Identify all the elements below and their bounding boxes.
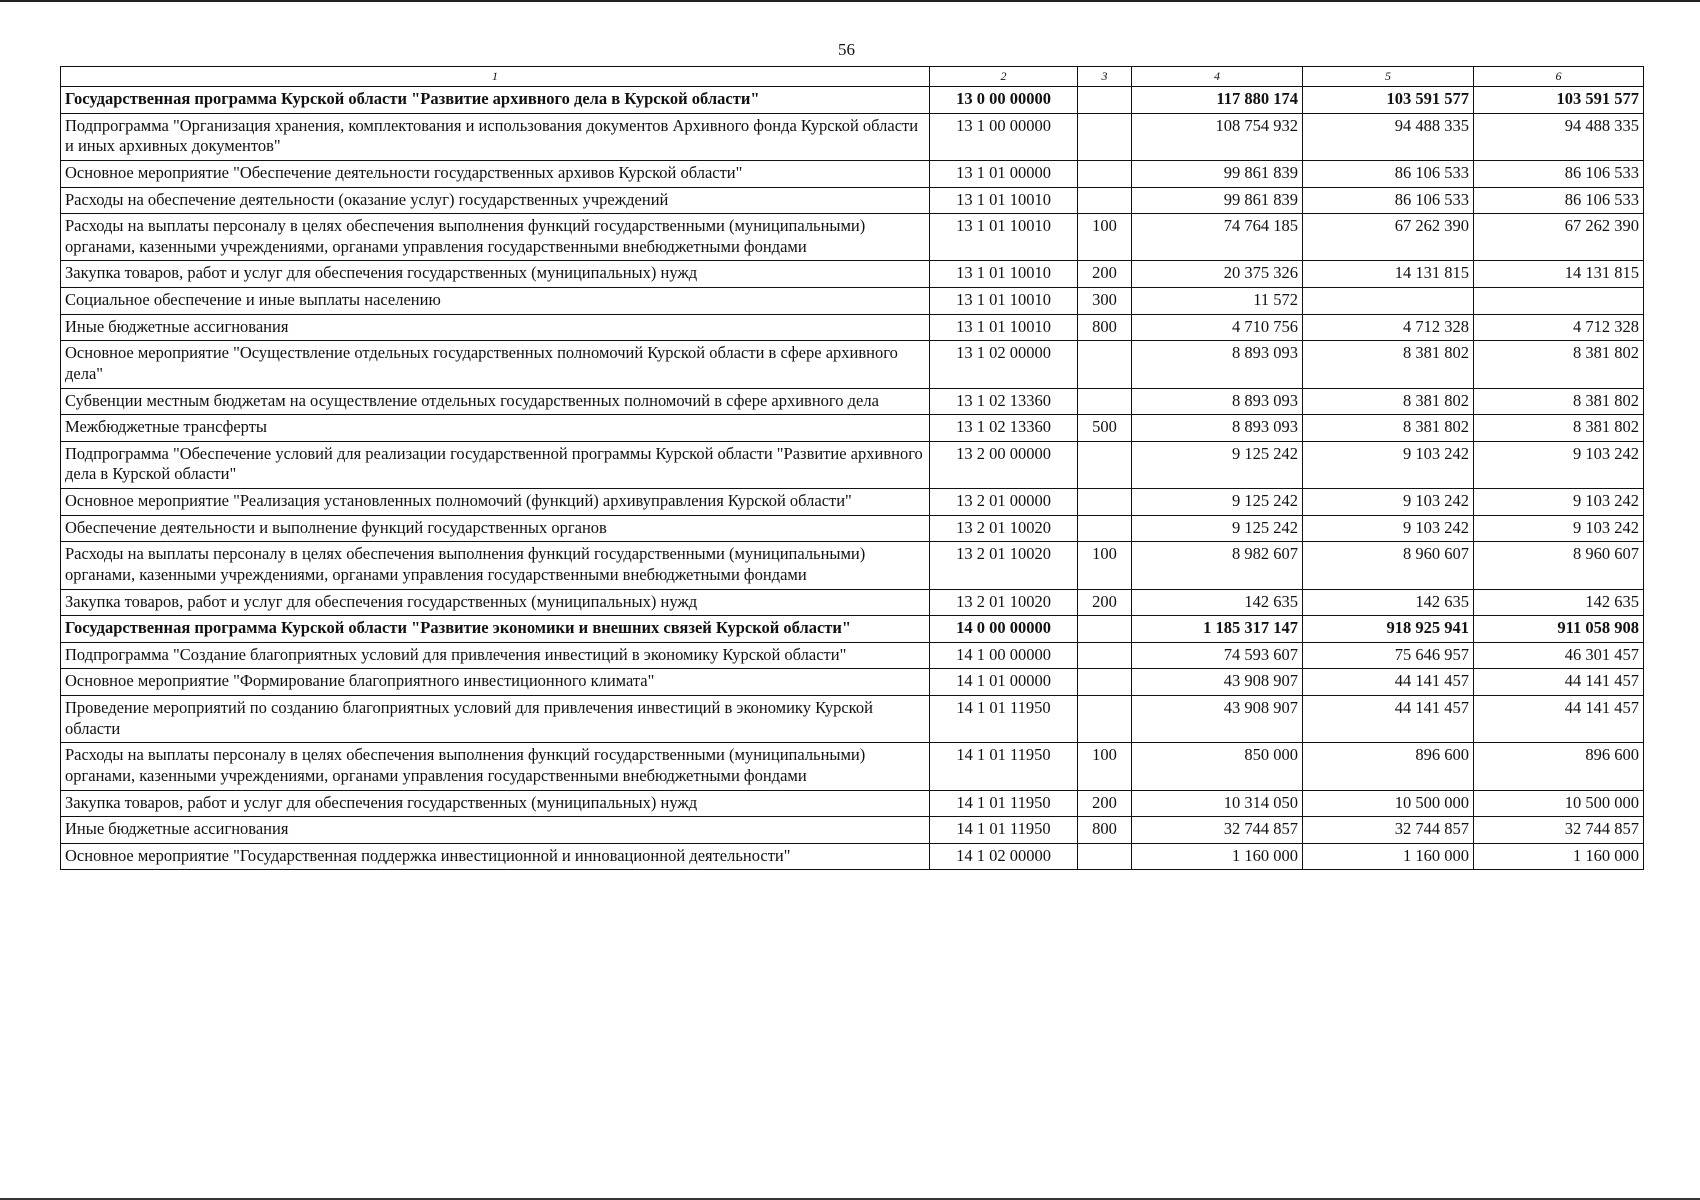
amount-col6-cell: 103 591 577 [1474,87,1644,114]
expense-type-cell: 800 [1078,817,1132,844]
column-header: 1 [61,67,930,87]
table-row [61,441,1644,488]
amount-col6-cell: 4 712 328 [1474,314,1644,341]
amount-col4-cell: 850 000 [1132,743,1303,790]
row-name-cell: Обеспечение деятельности и выполнение функций государственных органов [61,515,930,542]
amount-col6-cell: 8 381 802 [1474,341,1644,388]
target-code-cell: 13 1 01 00000 [930,160,1078,187]
table-row [61,642,1644,669]
amount-col4-cell: 43 908 907 [1132,696,1303,743]
amount-col4-cell: 1 185 317 147 [1132,616,1303,643]
amount-col4-cell: 117 880 174 [1132,87,1303,114]
amount-col5-cell: 44 141 457 [1303,669,1474,696]
amount-col6-cell: 1 160 000 [1474,843,1644,870]
table-row [61,187,1644,214]
row-name-cell: Расходы на обеспечение деятельности (оказание услуг) государственных учреждений [61,187,930,214]
amount-col4-cell: 8 893 093 [1132,388,1303,415]
amount-col5-cell: 142 635 [1303,589,1474,616]
target-code-cell: 13 1 01 10010 [930,261,1078,288]
table-row [61,743,1644,790]
amount-col6-cell: 94 488 335 [1474,113,1644,160]
row-name-cell: Подпрограмма "Организация хранения, комплектования и использования документов Архивного фонда Курской области и иных архивных документов" [61,113,930,160]
table-row [61,616,1644,643]
table-row [61,843,1644,870]
row-name-cell: Иные бюджетные ассигнования [61,817,930,844]
row-name-cell: Расходы на выплаты персоналу в целях обеспечения выполнения функций государственными (муниципальными) органами, казенными учреждениями, органами управления государственными внебюджетными фондами [61,542,930,589]
target-code-cell: 13 2 01 00000 [930,489,1078,516]
amount-col4-cell: 32 744 857 [1132,817,1303,844]
table-row [61,515,1644,542]
row-name-cell: Основное мероприятие "Обеспечение деятельности государственных архивов Курской области" [61,160,930,187]
amount-col4-cell: 9 125 242 [1132,515,1303,542]
expense-type-cell [1078,441,1132,488]
amount-col4-cell: 8 982 607 [1132,542,1303,589]
table-row [61,388,1644,415]
amount-col5-cell: 9 103 242 [1303,441,1474,488]
column-header: 3 [1078,67,1132,87]
amount-col6-cell: 9 103 242 [1474,515,1644,542]
table-row [61,415,1644,442]
row-name-cell: Закупка товаров, работ и услуг для обеспечения государственных (муниципальных) нужд [61,790,930,817]
target-code-cell: 13 1 01 10010 [930,314,1078,341]
row-name-cell: Основное мероприятие "Реализация установленных полномочий (функций) архивуправления Курской области" [61,489,930,516]
expense-type-cell [1078,160,1132,187]
table-row [61,790,1644,817]
expense-type-cell [1078,843,1132,870]
row-name-cell: Проведение мероприятий по созданию благоприятных условий для привлечения инвестиций в экономику Курской области [61,696,930,743]
target-code-cell: 13 2 00 00000 [930,441,1078,488]
expense-type-cell [1078,341,1132,388]
target-code-cell: 14 1 01 00000 [930,669,1078,696]
amount-col5-cell: 86 106 533 [1303,160,1474,187]
row-name-cell: Основное мероприятие "Осуществление отдельных государственных полномочий Курской области в сфере архивного дела" [61,341,930,388]
target-code-cell: 14 0 00 00000 [930,616,1078,643]
expense-type-cell: 200 [1078,790,1132,817]
expense-type-cell: 500 [1078,415,1132,442]
target-code-cell: 13 2 01 10020 [930,542,1078,589]
table-row [61,542,1644,589]
row-name-cell: Подпрограмма "Создание благоприятных условий для привлечения инвестиций в экономику Курской области" [61,642,930,669]
amount-col5-cell: 8 381 802 [1303,341,1474,388]
amount-col6-cell: 46 301 457 [1474,642,1644,669]
target-code-cell: 14 1 02 00000 [930,843,1078,870]
table-row [61,261,1644,288]
row-name-cell: Подпрограмма "Обеспечение условий для реализации государственной программы Курской области "Развитие архивного дела в Курской области" [61,441,930,488]
target-code-cell: 13 2 01 10020 [930,515,1078,542]
amount-col5-cell: 896 600 [1303,743,1474,790]
amount-col4-cell: 9 125 242 [1132,441,1303,488]
expense-type-cell [1078,187,1132,214]
amount-col5-cell: 9 103 242 [1303,515,1474,542]
amount-col5-cell: 103 591 577 [1303,87,1474,114]
amount-col4-cell: 99 861 839 [1132,187,1303,214]
target-code-cell: 13 0 00 00000 [930,87,1078,114]
amount-col5-cell: 86 106 533 [1303,187,1474,214]
row-name-cell: Закупка товаров, работ и услуг для обеспечения государственных (муниципальных) нужд [61,261,930,288]
amount-col6-cell: 44 141 457 [1474,696,1644,743]
row-name-cell: Государственная программа Курской области "Развитие архивного дела в Курской области" [61,87,930,114]
column-header: 5 [1303,67,1474,87]
amount-col4-cell: 108 754 932 [1132,113,1303,160]
amount-col5-cell: 4 712 328 [1303,314,1474,341]
amount-col4-cell: 10 314 050 [1132,790,1303,817]
expense-type-cell [1078,642,1132,669]
amount-col6-cell: 8 381 802 [1474,388,1644,415]
expense-type-cell [1078,87,1132,114]
row-name-cell: Закупка товаров, работ и услуг для обеспечения государственных (муниципальных) нужд [61,589,930,616]
expense-type-cell [1078,616,1132,643]
amount-col4-cell: 74 593 607 [1132,642,1303,669]
amount-col6-cell: 9 103 242 [1474,489,1644,516]
amount-col4-cell: 8 893 093 [1132,415,1303,442]
amount-col5-cell: 67 262 390 [1303,214,1474,261]
amount-col5-cell: 1 160 000 [1303,843,1474,870]
target-code-cell: 13 1 02 13360 [930,388,1078,415]
amount-col5-cell: 44 141 457 [1303,696,1474,743]
table-body [61,87,1644,870]
expense-type-cell [1078,489,1132,516]
target-code-cell: 13 1 02 13360 [930,415,1078,442]
amount-col4-cell: 74 764 185 [1132,214,1303,261]
amount-col6-cell: 8 381 802 [1474,415,1644,442]
expense-type-cell: 800 [1078,314,1132,341]
amount-col5-cell: 8 381 802 [1303,415,1474,442]
expense-type-cell: 100 [1078,743,1132,790]
amount-col6-cell: 67 262 390 [1474,214,1644,261]
table-row [61,214,1644,261]
expense-type-cell [1078,388,1132,415]
amount-col6-cell: 142 635 [1474,589,1644,616]
row-name-cell: Расходы на выплаты персоналу в целях обеспечения выполнения функций государственными (муниципальными) органами, казенными учреждениями, органами управления государственными внебюджетными фондами [61,214,930,261]
column-header: 2 [930,67,1078,87]
table-row [61,160,1644,187]
amount-col4-cell: 99 861 839 [1132,160,1303,187]
page-number: 56 [838,40,855,59]
amount-col4-cell: 142 635 [1132,589,1303,616]
table-row [61,589,1644,616]
table-row [61,87,1644,114]
table-row [61,113,1644,160]
amount-col5-cell: 32 744 857 [1303,817,1474,844]
expense-type-cell [1078,696,1132,743]
amount-col6-cell: 44 141 457 [1474,669,1644,696]
table-row [61,288,1644,315]
scan-top-border [0,0,1700,2]
amount-col5-cell: 8 381 802 [1303,388,1474,415]
expense-type-cell [1078,669,1132,696]
expense-type-cell [1078,113,1132,160]
amount-col4-cell: 8 893 093 [1132,341,1303,388]
amount-col6-cell: 14 131 815 [1474,261,1644,288]
table-row [61,696,1644,743]
expense-type-cell: 200 [1078,589,1132,616]
amount-col4-cell: 11 572 [1132,288,1303,315]
amount-col6-cell: 896 600 [1474,743,1644,790]
table-row [61,817,1644,844]
amount-col5-cell: 14 131 815 [1303,261,1474,288]
expense-type-cell: 100 [1078,214,1132,261]
amount-col4-cell: 43 908 907 [1132,669,1303,696]
column-header: 6 [1474,67,1644,87]
amount-col4-cell: 9 125 242 [1132,489,1303,516]
amount-col6-cell: 911 058 908 [1474,616,1644,643]
target-code-cell: 13 1 01 10010 [930,214,1078,261]
row-name-cell: Основное мероприятие "Государственная поддержка инвестиционной и инновационной деятельности" [61,843,930,870]
amount-col5-cell: 10 500 000 [1303,790,1474,817]
amount-col5-cell [1303,288,1474,315]
target-code-cell: 13 1 01 10010 [930,288,1078,315]
amount-col6-cell [1474,288,1644,315]
amount-col4-cell: 1 160 000 [1132,843,1303,870]
table-row [61,669,1644,696]
target-code-cell: 14 1 01 11950 [930,790,1078,817]
expense-type-cell: 100 [1078,542,1132,589]
row-name-cell: Основное мероприятие "Формирование благоприятного инвестиционного климата" [61,669,930,696]
row-name-cell: Государственная программа Курской области "Развитие экономики и внешних связей Курской области" [61,616,930,643]
row-name-cell: Иные бюджетные ассигнования [61,314,930,341]
column-number-row [61,67,1644,87]
amount-col6-cell: 86 106 533 [1474,187,1644,214]
amount-col5-cell: 9 103 242 [1303,489,1474,516]
amount-col4-cell: 4 710 756 [1132,314,1303,341]
column-header: 4 [1132,67,1303,87]
target-code-cell: 13 1 01 10010 [930,187,1078,214]
target-code-cell: 13 2 01 10020 [930,589,1078,616]
amount-col6-cell: 8 960 607 [1474,542,1644,589]
row-name-cell: Расходы на выплаты персоналу в целях обеспечения выполнения функций государственными (муниципальными) органами, казенными учреждениями, органами управления государственными внебюджетными фондами [61,743,930,790]
expense-type-cell: 300 [1078,288,1132,315]
amount-col5-cell: 94 488 335 [1303,113,1474,160]
row-name-cell: Социальное обеспечение и иные выплаты населению [61,288,930,315]
target-code-cell: 14 1 01 11950 [930,743,1078,790]
amount-col4-cell: 20 375 326 [1132,261,1303,288]
amount-col5-cell: 918 925 941 [1303,616,1474,643]
amount-col6-cell: 32 744 857 [1474,817,1644,844]
target-code-cell: 13 1 00 00000 [930,113,1078,160]
amount-col5-cell: 8 960 607 [1303,542,1474,589]
amount-col5-cell: 75 646 957 [1303,642,1474,669]
target-code-cell: 14 1 01 11950 [930,696,1078,743]
amount-col6-cell: 9 103 242 [1474,441,1644,488]
table-row [61,314,1644,341]
expense-type-cell [1078,515,1132,542]
expense-type-cell: 200 [1078,261,1132,288]
budget-table [60,66,1644,870]
table-row [61,489,1644,516]
amount-col6-cell: 10 500 000 [1474,790,1644,817]
table-row [61,341,1644,388]
row-name-cell: Межбюджетные трансферты [61,415,930,442]
row-name-cell: Субвенции местным бюджетам на осуществление отдельных государственных полномочий в сфере архивного дела [61,388,930,415]
target-code-cell: 14 1 00 00000 [930,642,1078,669]
target-code-cell: 13 1 02 00000 [930,341,1078,388]
target-code-cell: 14 1 01 11950 [930,817,1078,844]
amount-col6-cell: 86 106 533 [1474,160,1644,187]
